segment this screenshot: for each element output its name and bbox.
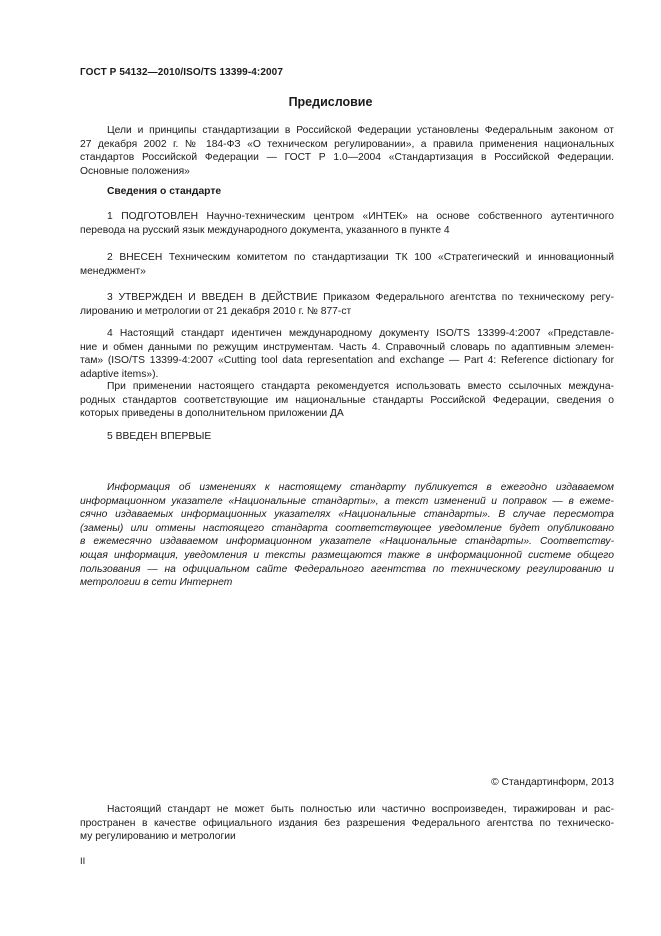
item-3 xyxy=(80,291,614,318)
text-line: сячно издаваемых информационных указателях «Национальные стандарты». В случае пересмотра xyxy=(80,509,614,521)
item-1 xyxy=(80,210,614,237)
page-number: II xyxy=(80,856,86,867)
text-line: 1 ПОДГОТОВЛЕН Научно-техническим центром «ИНТЕК» на основе собственного аутентичного xyxy=(107,211,614,222)
text-line: ющая информация, уведомления и тексты размещаются также в информационной системе общего xyxy=(80,549,614,561)
text-line: которых приведены в дополнительном приложении ДА xyxy=(80,408,344,420)
text-line: метрологии в сети Интернет xyxy=(80,577,233,589)
text-line: 27 декабря 2002 г. № 184-ФЗ «О техническом регулировании», а правила применения национальных xyxy=(80,138,614,150)
info-heading: Сведения о стандарте xyxy=(107,186,222,197)
text-line: 2 ВНЕСЕН Техническим комитетом по стандартизации ТК 100 «Стратегический и инновационный xyxy=(107,252,614,263)
text-line: в ежемесячно издаваемом информационном указателе «Национальные стандарты». Соответству- xyxy=(80,536,614,548)
text-line: При применении настоящего стандарта рекомендуется использовать вместо ссылочных междуна- xyxy=(107,381,614,392)
text-line: Цели и принципы стандартизации в Российской Федерации установлены Федеральным законом от xyxy=(107,125,614,136)
copyright: © Стандартинформ, 2013 xyxy=(491,777,614,788)
text-line: информационном указателе «Национальные стандарты», а текст изменений и поправок — в ежеме- xyxy=(80,495,614,507)
text-line: ние и обмен данными по режущим инструментам. Часть 4. Справочный словарь по адаптивным элемен- xyxy=(80,341,614,353)
text-line: стандартов Российской Федерации — ГОСТ Р 1.0—2004 «Стандартизация в Российской Федерации. xyxy=(80,152,614,164)
text-line: 4 Настоящий стандарт идентичен международному документу ISO/TS 13399-4:2007 «Представле- xyxy=(107,328,614,339)
text-line: (замены) или отмены настоящего стандарта соответствующее уведомление будет опубликовано xyxy=(80,522,614,534)
text-line: менеджмент» xyxy=(80,265,146,277)
item-4-reference-note xyxy=(80,380,614,421)
text-line: перевода на русский язык международного документа, указанного в пункте 4 xyxy=(80,224,450,236)
text-line: пространен в качестве официального издания без разрешения Федерального агентства по техническо- xyxy=(80,817,614,829)
text-line: 5 ВВЕДЕН ВПЕРВЫЕ xyxy=(107,431,212,442)
text-line: Основные положения» xyxy=(80,165,190,177)
text-line: adaptive items»). xyxy=(80,368,159,380)
page-title: Предисловие xyxy=(288,95,373,109)
text-line: му регулированию и метрологии xyxy=(80,831,236,843)
notice-paragraph xyxy=(80,481,614,590)
item-5 xyxy=(80,430,614,444)
text-line: пользования — на официальном сайте Федерального агентства по техническому регулированию и xyxy=(80,563,614,575)
reproduction-paragraph xyxy=(80,803,614,844)
text-line: Информация об изменениях к настоящему стандарту публикуется в ежегодно издаваемом xyxy=(107,482,614,493)
item-4 xyxy=(80,327,614,381)
item-2 xyxy=(80,251,614,278)
text-line: лированию и метрологии от 21 декабря 2010 г. № 877-ст xyxy=(80,305,352,317)
text-line: 3 УТВЕРЖДЕН И ВВЕДЕН В ДЕЙСТВИЕ Приказом Федерального агентства по техническому регу- xyxy=(107,292,614,303)
document-code: ГОСТ Р 54132—2010/ISO/TS 13399-4:2007 xyxy=(80,67,283,78)
text-line: там» (ISO/TS 13399-4:2007 «Cutting tool data representation and exchange — Part 4: Reference dictionary for xyxy=(80,355,614,367)
intro-paragraph xyxy=(80,124,614,178)
text-line: Настоящий стандарт не может быть полностью или частично воспроизведен, тиражирован и рас- xyxy=(107,804,614,815)
text-line: родных стандартов соответствующие им национальные стандарты Российской Федерации, сведения о xyxy=(80,394,614,406)
